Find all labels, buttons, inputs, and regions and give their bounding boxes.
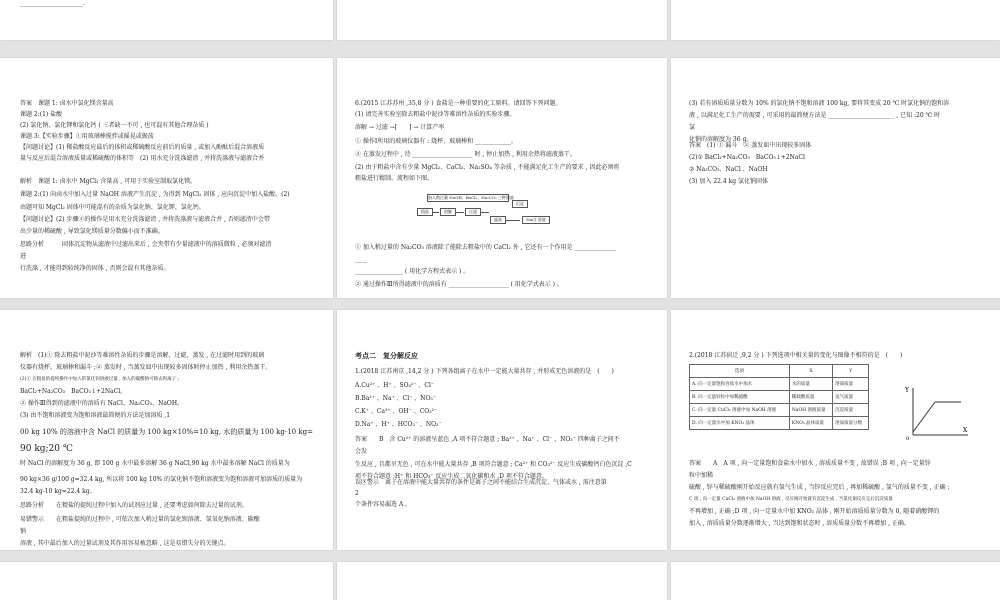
page-2-top bbox=[337, 0, 667, 40]
p4-line: (3) 由不饱和溶液变为饱和溶液最简便的方法是加溶质 ,1 bbox=[20, 412, 171, 419]
page-1-top bbox=[0, 0, 333, 40]
p1-line: 课题 3:【实验步骤】①用玻璃棒搅拌或摇晃或振荡 bbox=[20, 133, 154, 140]
flow-box-filter: 过滤 bbox=[465, 208, 481, 216]
flow-box-precipitate: 沉淀 bbox=[512, 200, 528, 208]
p6-line: 不再增加 , 正确 ;D 项 , 向一定量水中加 KNO₃ 晶体 , 刚开始溶质质量分数为 0, 随着硝酸钾的 bbox=[689, 508, 940, 515]
p4-line: 90 kg×36 g/100 g=32.4 kg, 所以将 100 kg 10% 的氯化钠不饱和溶液变为饱和溶液可加溶质的质量为 bbox=[20, 476, 303, 483]
p6-line: 答案 A A 项 , 向一定量饱和食盐水中加水 , 溶质质量不变 , 故错误 ;B 项 , 向一定量锌 bbox=[689, 460, 931, 467]
p2-line: 溶解 → 过滤 →[ ] → 计算产率 bbox=[355, 124, 445, 131]
p1-line: 课题 2:(1) 向卤水中加入过量 NaOH 溶液产生沉淀 , 为得到 MgCl₂ 固体 , 应向沉淀中加入盐酸。(2) bbox=[20, 191, 290, 198]
p3-line: 氯 bbox=[689, 124, 696, 131]
table-cell: 稀硫酸质量 bbox=[789, 391, 832, 404]
page-1-mid bbox=[0, 58, 333, 298]
p4-line: 时 NaCl 的溶解度为 36 g, 即 100 g 水中最多溶解 36 g NaCl,90 kg 水中最多溶解 NaCl 的质量为 bbox=[20, 460, 290, 467]
p2-line: ② 通过操作Ⅲ所得滤液中的溶质有 ____________________ ( 用化学式表示 ) 。 bbox=[355, 281, 563, 288]
p5-line: 生反应 , 且都呈无色 , 可在水中能大量共存 ,B 项符合题意 ; Ca²⁺ 和 CO₃²⁻ 反应生成碳酸钙白色沉淀 ,C bbox=[355, 461, 632, 468]
p4-line: 易错警示 在粗盐提纯的过程中 , 可依次加入稍过量的氯化钡溶液、氢氧化钠溶液、碳酸 bbox=[20, 516, 260, 523]
table-row bbox=[690, 378, 869, 391]
p1-line: 量与反应后混合溶液质量或稀硫酸的体积等 (2) 用水充分洗涤滤渣 , 并将洗涤液与滤液合并 bbox=[20, 155, 265, 162]
table-cell: 溶质质量分数 bbox=[833, 417, 869, 430]
p3-line: (3) 加入 22.4 kg 氯化钠固体 bbox=[689, 178, 768, 185]
page-7-top bbox=[0, 562, 333, 600]
table-cell: A. 向一定量饱和食盐水中加水 bbox=[690, 378, 790, 391]
p5-line: C.K⁺ 、Ca²⁺ 、OH⁻ 、CO₃²⁻ bbox=[355, 408, 438, 415]
p4-line: 解析 (1)① 除去粗盐中泥沙等难溶性杂质的步骤是溶解、过滤、蒸发 , 在过滤时用到的玻璃 bbox=[20, 352, 265, 359]
p1-line: 答案 课题 1: 卤水中氯化镁含量高 bbox=[20, 100, 114, 107]
p3-line: (3) 若有溶质质量分数为 10% 的氯化钠不饱和溶液 100 kg, 要将其变成 20 ℃ 时氯化钠的饱和溶 bbox=[689, 100, 950, 107]
p2-line: ② 在蒸发过程中 , 待 ____________________ 时 , 停止加热 , 利用余热将滤液蒸干。 bbox=[355, 151, 576, 158]
p5-line: A.Cu²⁺ 、H⁺ 、SO₄²⁻ 、Cl⁻ bbox=[355, 382, 435, 389]
p1-line: 【问题讨论】(1) 稀盐酸反应最后的体积或稀硫酸反应前后的质量 , 或加入酚酞后混合溶液质 bbox=[20, 144, 265, 151]
table-row bbox=[690, 417, 869, 430]
answer-underline: _____________________. bbox=[20, 0, 85, 7]
p1-line: 出少量的稀硫酸 , 导致氯化镁质量分数偏小而不准确。 bbox=[20, 228, 164, 235]
table-cell: 溶质质量 bbox=[833, 378, 869, 391]
table-cell: C. 向一定量 CuCl₂ 溶液中加 NaOH 溶液 bbox=[690, 404, 790, 417]
p4-line: 00 kg 10% 的溶液中含 NaCl 的质量为 100 kg×10%=10 kg, 水的质量为 100 kg-10 kg= bbox=[20, 428, 313, 436]
p4-line: (2)① 在粗盐的提纯操作中加入的氯化钡溶液过量 , 加入的碳酸钠可除去钡离子 ; bbox=[20, 377, 180, 382]
p1-line: 【问题讨论】(2) 步骤④的操作是用水充分洗涤滤渣 , 并将洗涤液与滤液合并 , 否则滤渣中会带 bbox=[20, 216, 270, 223]
flow-arrow bbox=[481, 212, 489, 213]
p5-line: 2 bbox=[355, 490, 359, 497]
xy-graph bbox=[903, 380, 973, 440]
p2-line: ① 加入稍过量的 Na₂CO₃ 溶液除了能除去粗盐中的 CaCl₂ 外 , 它还有一个作用是 ______________ bbox=[355, 244, 617, 251]
page-6-bottom bbox=[671, 310, 1000, 550]
p1-line: 课题 2:(1) 盐酸 bbox=[20, 111, 63, 118]
p1-line: 行洗涤 , 才能得到较纯净的固体 , 否则会混有其他杂质。 bbox=[20, 265, 170, 272]
table-cell: 沉淀质量 bbox=[833, 404, 869, 417]
page-8-top bbox=[337, 562, 667, 600]
table-header-row bbox=[690, 365, 869, 378]
p5-line: 个条件容易漏选 A 。 bbox=[355, 501, 412, 508]
table-cell: KNO₃ 晶体质量 bbox=[789, 417, 832, 430]
table-header: Y bbox=[833, 365, 869, 378]
purification-flow-diagram bbox=[417, 194, 587, 244]
graph-line-rise bbox=[913, 402, 935, 432]
p3-line: ② Na₂CO₃、NaCl 、NaOH bbox=[689, 166, 768, 173]
table-cell: D. 向一定量水中加 KNO₃ 晶体 bbox=[690, 417, 790, 430]
table-row bbox=[690, 391, 869, 404]
p3-line: (2)① BaCl₂+Na₂CO₃ BaCO₃↓+2NaCl bbox=[689, 154, 805, 161]
page-3-top bbox=[671, 0, 1000, 40]
p6-line: 加入 , 溶质质量分数逐渐增大 , 当达到饱和状态时 , 溶质质量分数不再增加 , 正确。 bbox=[689, 520, 910, 527]
p4-line: 溶液 , 其中最后加入的过量试剂及其作用容易被忽略 , 这是易错失分的关键点。 bbox=[20, 540, 230, 547]
flow-arrow bbox=[456, 212, 464, 213]
comparison-table bbox=[689, 364, 869, 430]
p4-line: ② 操作Ⅲ得到的滤液中的溶质有 NaCl、Na₂CO₃、NaOH。 bbox=[20, 400, 184, 407]
flow-box-dissolve: 溶解 bbox=[440, 208, 456, 216]
p4-line: BaCl₂+Na₂CO₃ BaCO₃↓+2NaCl。 bbox=[20, 388, 127, 395]
p2-line: ________________ ( 用化学方程式表示 ) 。 bbox=[355, 268, 470, 275]
table-row bbox=[690, 404, 869, 417]
p2-line: (2) 由于粗盐中含有少量 MgCl₂、CaCl₂、Na₂SO₄ 等杂质 , 不能满足化工生产的要求 , 因此必须将 bbox=[355, 164, 620, 171]
p1-line: 进 bbox=[20, 253, 27, 260]
p4-line: 思路分析 在精盐的提纯过程中加入的试剂应过量 , 还要考虑如何除去过量的试剂。 bbox=[20, 502, 248, 509]
page-2-mid bbox=[337, 58, 667, 298]
page-9-top bbox=[671, 562, 1000, 600]
p4-line: 仪器有烧杯、玻璃棒和漏斗 ;② 蒸发时 , 当蒸发皿中出现较多固体时停止加热 , 利用余热蒸干。 bbox=[20, 364, 272, 371]
p2-line: 粗盐进行精制。流程如下图。 bbox=[355, 175, 434, 182]
p5-line: 误区警示 离子在溶液中能大量共存的条件是离子之间不能结合生成沉淀、气体或水 , 需注意第 bbox=[355, 479, 607, 486]
p3-line: 化钠的溶解度为 36 g。 bbox=[689, 136, 753, 143]
p2-line: 6.(2015 江苏苏州 ,35,8 分 ) 食盐是一种重要的化工原料。请回答下列问题。 bbox=[355, 100, 562, 107]
p1-line: 思路分析 固体沉淀物从滤液中过滤出来后 , 会夹带有少量滤液中的溶质微粒 , 必须对滤渣 bbox=[20, 241, 272, 248]
p5-line: D.Na⁺ 、H⁺ 、HCO₃⁻ 、NO₃⁻ bbox=[355, 421, 442, 428]
p3-line: 液 , 以满足化工生产的需要 , 可采用的最简便方法是 ______________________ , 已知 :20 ℃ 时 bbox=[689, 112, 941, 119]
table-cell: 氢气质量 bbox=[833, 391, 869, 404]
table-cell: NaOH 溶液质量 bbox=[789, 404, 832, 417]
page-4-bottom bbox=[0, 310, 333, 550]
section-heading: 考点二 复分解反应 bbox=[355, 351, 418, 360]
p5-line: 1.(2018 江苏南京 ,14,2 分 ) 下列各组离子在水中一定能大量共存 , 并形成无色溶液的是 ( ) bbox=[355, 368, 614, 375]
p1-line: (2) 氯化钠、氯化钾和氯化钙 ( 三者缺一不可 , 也可混有其他合理杂质 ) bbox=[20, 122, 209, 129]
p5-line: 答案 B 含 Cu²⁺ 的溶液呈蓝色 ,A 项不符合题意 ; Ba²⁺ 、Na⁺ 、Cl⁻ 、NO₃⁻ 四种离子之间不 bbox=[355, 436, 620, 443]
p2-line: (1) 请完善实验室除去粗盐中泥沙等难溶性杂质的实验步骤。 bbox=[355, 111, 516, 118]
flow-box-reagents: 加入稍过量 NaOH、BaCl₂、Na₂CO₃ 三种溶液 bbox=[428, 195, 514, 200]
flow-arrow bbox=[433, 212, 439, 213]
graph-origin: 0 bbox=[906, 436, 910, 440]
p1-line: 由题可知 MgCl₂ 固体中可能混有的杂质为氯化钠、氯化钾、氯化钙。 bbox=[20, 204, 205, 211]
p6-line: 硫酸 , 锌与稀硫酸刚开始反应就有氢气生成 , 当锌反应完后 , 再加稀硫酸 , 氢气的质量不变 , 正确 ; bbox=[689, 484, 950, 491]
table-cell: B. 向一定量锌粒中加稀硫酸 bbox=[690, 391, 790, 404]
flow-box-filtrate: 滤液 bbox=[490, 216, 506, 224]
p2-line: ① 操作Ⅰ所用的玻璃仪器有 : 烧杯、玻璃棒和 ____________。 bbox=[355, 138, 518, 145]
graph-ylabel: Y bbox=[905, 387, 909, 394]
flow-arrow bbox=[506, 220, 520, 221]
flow-box-crude-salt: 粗盐 bbox=[417, 208, 433, 216]
p3-line: 答案 (1) ① 漏斗 ② 蒸发皿中出现较多固体 bbox=[689, 142, 812, 149]
question-2: 2.(2018 江苏宿迁 ,9,2 分 ) 下列选项中相关量的变化与图像不相符的是 ( ) bbox=[689, 352, 903, 359]
p5-line: B.Ba²⁺ 、Na⁺ 、Cl⁻ 、NO₃⁻ bbox=[355, 395, 437, 402]
p5-line: 项不符合题意 ;H⁺ 和 HCO₃⁻ 反应生成二氧化碳和水 ,D 项不符合题意。 bbox=[355, 473, 548, 480]
table-cell: 水的质量 bbox=[789, 378, 832, 391]
graph-xlabel: X bbox=[963, 427, 968, 434]
p4-line: 32.4 kg-10 kg=22.4 kg。 bbox=[20, 488, 96, 495]
flow-box-nacl-solution: NaCl 溶液 bbox=[522, 216, 550, 224]
table-header: 选项 bbox=[690, 365, 790, 378]
p1-line: 解析 课题 1: 卤水中 MgCl₂ 含量高 , 可用于实验室制取氯化镁。 bbox=[20, 178, 197, 185]
p2-line: ____ bbox=[355, 256, 367, 263]
p4-line: 90 kg;20 ℃ bbox=[20, 444, 73, 454]
page-5-bottom bbox=[337, 310, 667, 550]
p6-line: C 项 , 向一定量 CuCl₂ 溶液中加 NaOH 溶液 , 反应刚开始就有沉淀生成 , 当氯化铜反应完后沉淀质量 bbox=[689, 497, 893, 502]
p5-line: 会发 bbox=[355, 448, 368, 455]
p6-line: 粒中加稀 bbox=[689, 472, 714, 479]
p4-line: 钠 bbox=[20, 528, 27, 535]
table-header: X bbox=[789, 365, 832, 378]
page-3-mid bbox=[671, 58, 1000, 298]
